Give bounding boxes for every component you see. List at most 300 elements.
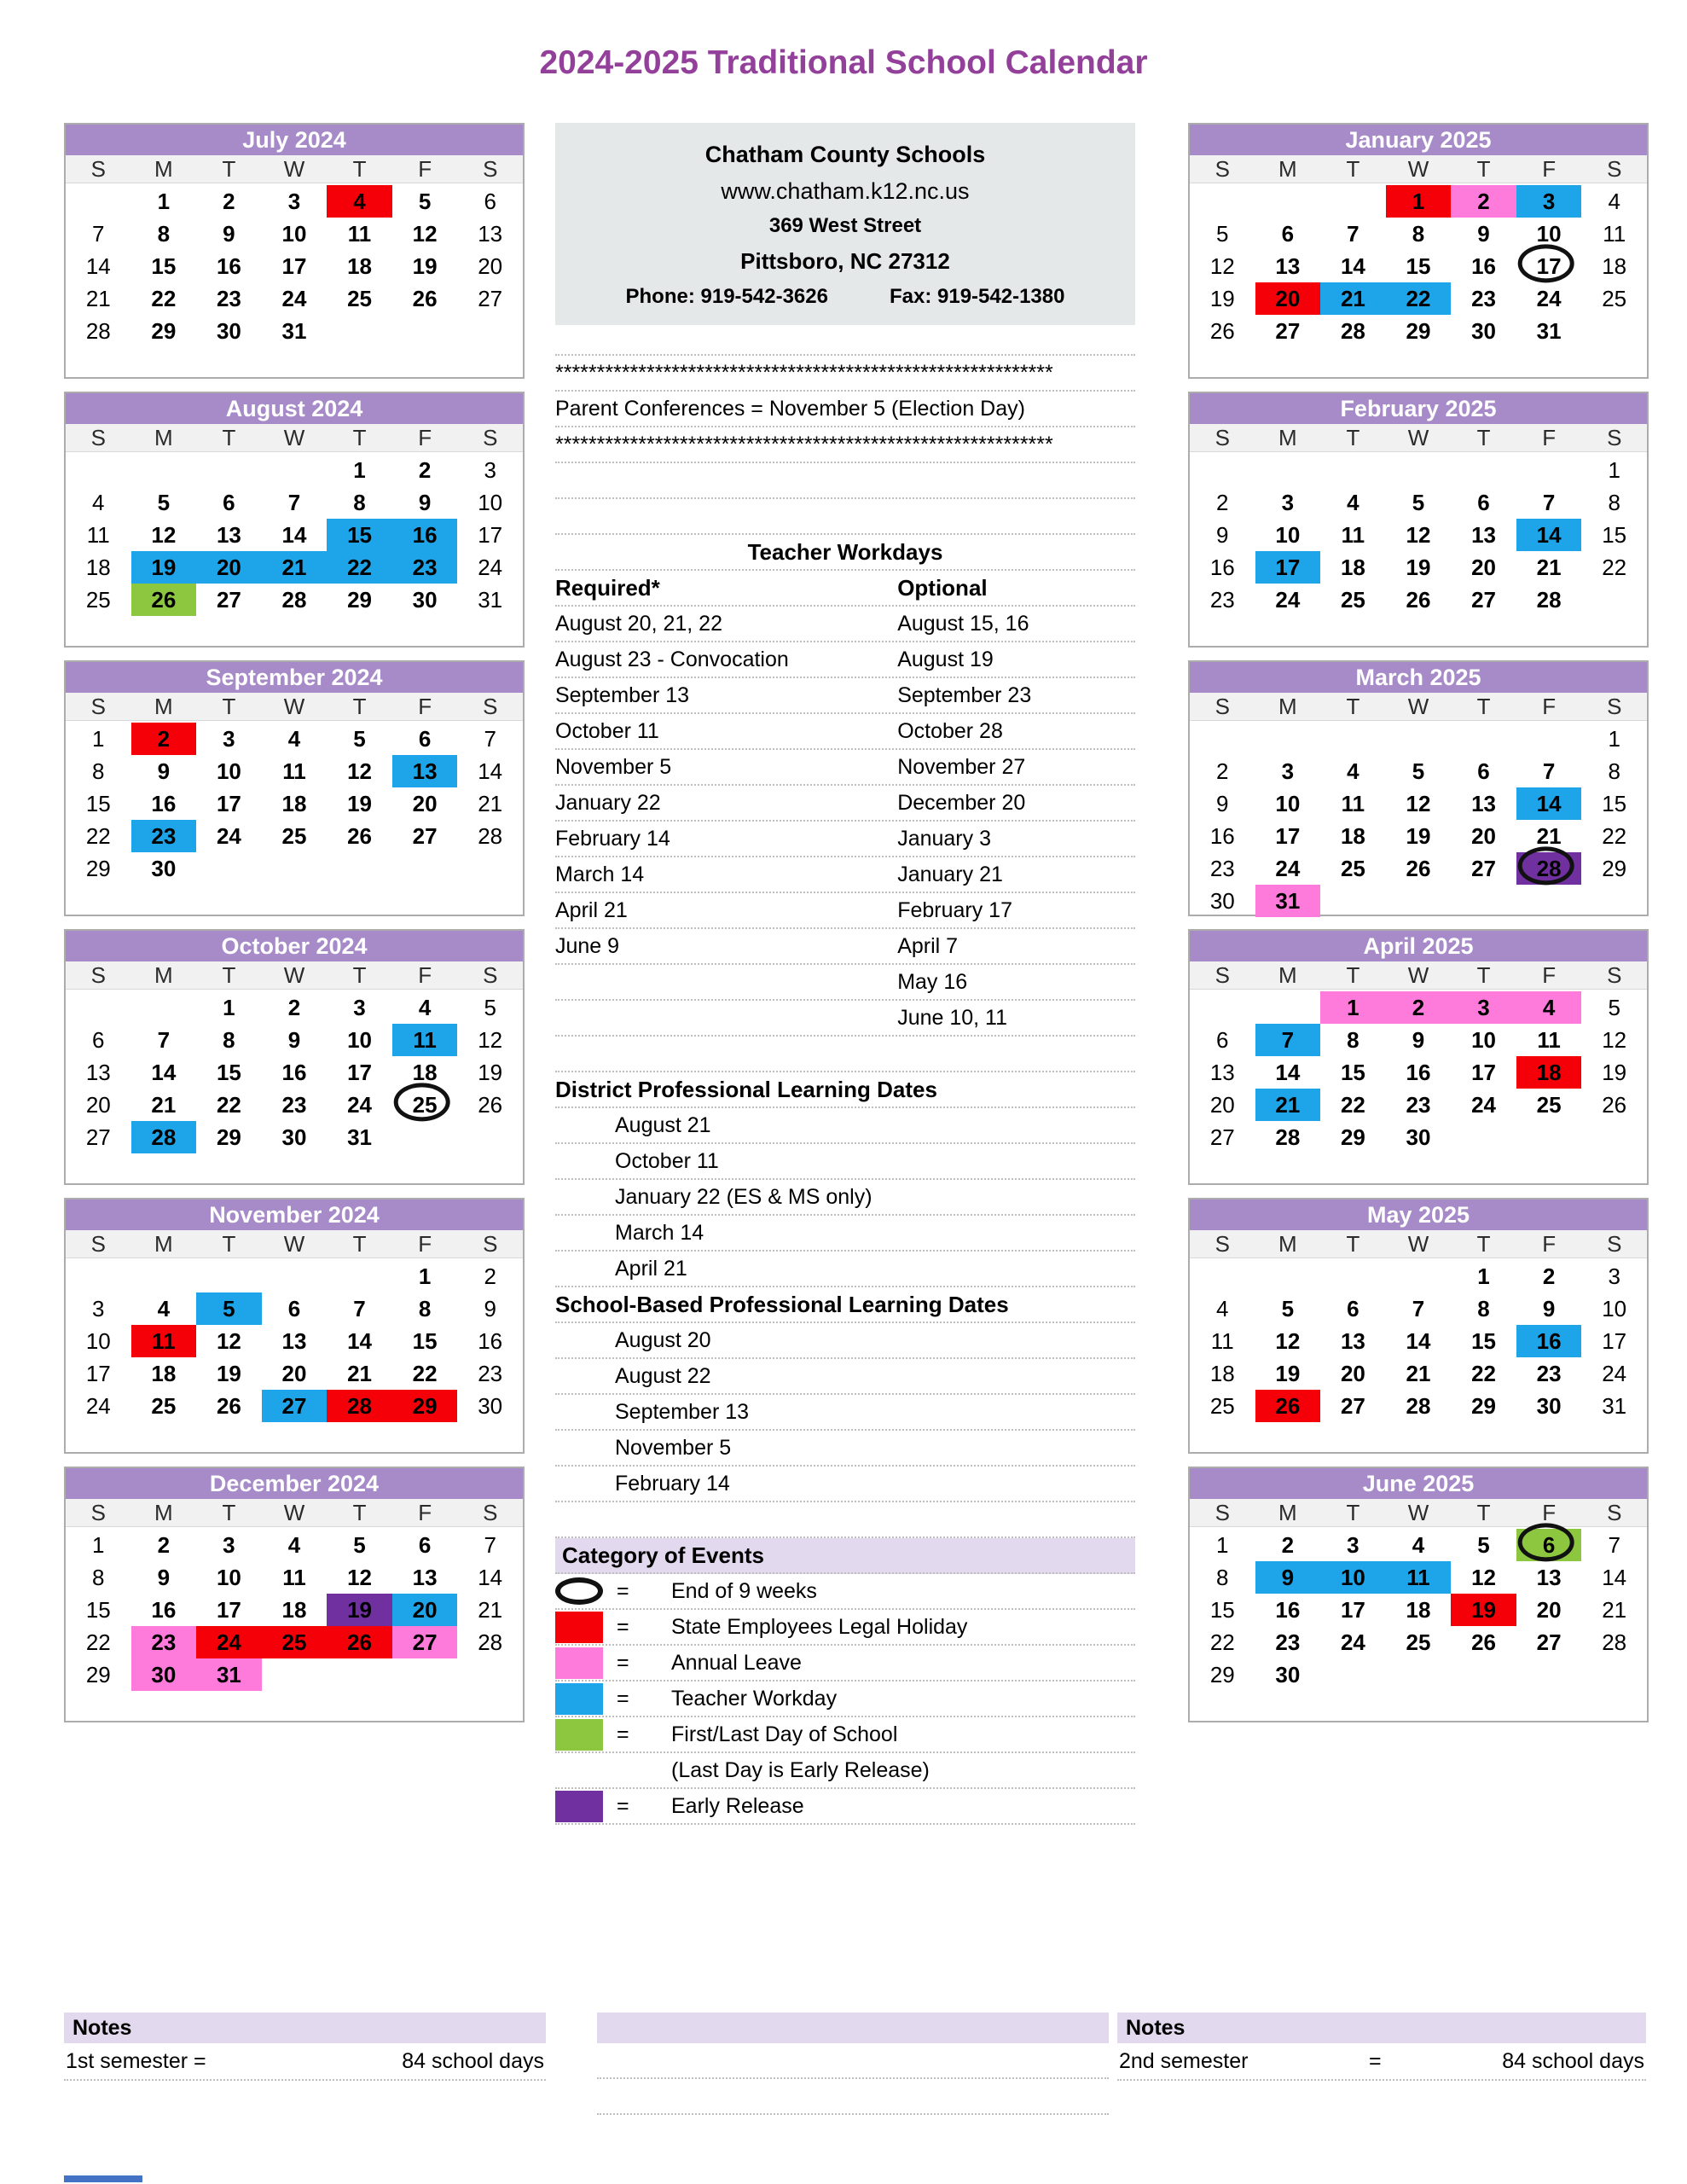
day-cell: 16 bbox=[151, 1596, 177, 1623]
day-cell: 30 bbox=[151, 855, 177, 881]
day-cell: 17 bbox=[1255, 551, 1321, 584]
month-grid bbox=[1190, 991, 1647, 1153]
day-cell bbox=[66, 454, 131, 486]
spacer-row bbox=[555, 1502, 1135, 1538]
end-of-9-weeks-circle bbox=[394, 1083, 450, 1121]
day-cell: 10 bbox=[1536, 220, 1562, 247]
day-cell: 4 bbox=[327, 185, 392, 218]
day-cell: 19 bbox=[1451, 1594, 1516, 1626]
day-cell bbox=[1581, 584, 1647, 616]
day-cell: 12 bbox=[347, 758, 372, 784]
week-row bbox=[1190, 454, 1647, 486]
day-cell: 16 bbox=[1275, 1596, 1301, 1623]
month-grid bbox=[66, 185, 523, 347]
weekday-header: T bbox=[352, 425, 367, 450]
day-cell: 10 bbox=[1471, 1026, 1496, 1053]
district-pl-title: District Professional Learning Dates bbox=[555, 1072, 1135, 1108]
day-cell bbox=[1190, 185, 1255, 218]
day-cell: 9 bbox=[1216, 790, 1229, 816]
school-pl-list bbox=[555, 1323, 1135, 1502]
district-pl-list bbox=[555, 1108, 1135, 1287]
day-cell: 6 bbox=[418, 1531, 432, 1558]
first-semester-label: 1st semester = bbox=[66, 2049, 206, 2073]
day-cell: 6 bbox=[1281, 220, 1295, 247]
day-cell: 20 bbox=[412, 790, 438, 816]
month-october-2024 bbox=[64, 929, 525, 1185]
weekday-header-row bbox=[66, 424, 523, 452]
day-cell: 4 bbox=[157, 1295, 171, 1321]
weekday-header: M bbox=[154, 156, 173, 182]
weekday-header: S bbox=[1215, 1231, 1230, 1257]
second-semester-equals: = bbox=[1369, 2049, 1382, 2073]
day-cell: 24 bbox=[478, 554, 503, 580]
week-row bbox=[1190, 1260, 1647, 1292]
required-date bbox=[555, 1001, 897, 1035]
day-cell: 27 bbox=[1340, 1392, 1365, 1419]
center-bar-header bbox=[597, 2013, 1109, 2043]
legend-item bbox=[555, 1646, 1135, 1682]
day-cell bbox=[1581, 1121, 1647, 1153]
optional-date: August 15, 16 bbox=[897, 612, 1029, 636]
day-cell: 14 bbox=[1516, 519, 1582, 551]
month-title: April 2025 bbox=[1190, 931, 1647, 961]
weekday-header-row bbox=[66, 155, 523, 183]
day-cell: 11 bbox=[282, 758, 306, 784]
pl-date-row: August 22 bbox=[555, 1359, 1135, 1395]
weekday-header: S bbox=[90, 962, 106, 988]
day-cell: 30 bbox=[281, 1124, 307, 1150]
month-title: August 2024 bbox=[66, 393, 523, 424]
day-cell: 24 bbox=[1536, 285, 1562, 311]
day-cell: 28 bbox=[1516, 852, 1582, 885]
day-cell: 8 bbox=[353, 489, 366, 515]
second-semester-label: 2nd semester bbox=[1119, 2049, 1249, 2073]
day-cell: 14 bbox=[478, 1564, 503, 1590]
early-swatch bbox=[555, 1791, 603, 1822]
day-cell: 14 bbox=[1602, 1564, 1627, 1590]
required-date: April 21 bbox=[555, 898, 628, 922]
day-cell: 7 bbox=[484, 1531, 496, 1558]
day-cell: 31 bbox=[1255, 885, 1321, 917]
weekday-header: T bbox=[1346, 1231, 1360, 1257]
day-cell: 23 bbox=[1209, 586, 1235, 613]
teacher-workday-row bbox=[555, 714, 1135, 750]
day-cell: 25 bbox=[1340, 586, 1365, 613]
day-cell: 8 bbox=[418, 1295, 432, 1321]
week-row bbox=[1190, 755, 1647, 787]
day-cell: 24 bbox=[347, 1091, 372, 1118]
day-cell: 23 bbox=[1471, 285, 1496, 311]
day-cell: 16 bbox=[1209, 554, 1235, 580]
teacher-workday-row bbox=[555, 1001, 1135, 1037]
week-row bbox=[66, 1529, 523, 1561]
day-cell: 24 bbox=[1340, 1629, 1365, 1655]
day-cell bbox=[1581, 315, 1647, 347]
day-cell: 10 bbox=[1275, 521, 1301, 548]
day-cell: 24 bbox=[1275, 586, 1301, 613]
day-cell bbox=[196, 454, 262, 486]
legend-label: Annual Leave bbox=[671, 1651, 802, 1675]
day-cell: 18 bbox=[85, 554, 111, 580]
week-row bbox=[1190, 1658, 1647, 1691]
spacer-row bbox=[555, 325, 1135, 356]
legend-equals: = bbox=[617, 1722, 629, 1746]
day-cell bbox=[1190, 723, 1255, 755]
day-cell: 28 bbox=[1275, 1124, 1301, 1150]
legend-item bbox=[555, 1574, 1135, 1610]
day-cell: 29 bbox=[1471, 1392, 1496, 1419]
school-phone: Phone: 919-542-3626 bbox=[625, 285, 828, 308]
day-cell: 10 bbox=[216, 1564, 241, 1590]
day-cell: 22 bbox=[1471, 1360, 1496, 1386]
day-cell bbox=[327, 1658, 392, 1691]
day-cell: 13 bbox=[85, 1059, 111, 1085]
weekday-header-row bbox=[66, 1230, 523, 1258]
day-cell: 12 bbox=[1602, 1026, 1627, 1053]
weekday-header: T bbox=[222, 156, 236, 182]
day-cell: 12 bbox=[347, 1564, 372, 1590]
week-row bbox=[66, 1626, 523, 1658]
day-cell bbox=[1255, 723, 1321, 755]
day-cell: 23 bbox=[281, 1091, 307, 1118]
week-row bbox=[66, 820, 523, 852]
weekday-header: F bbox=[1542, 425, 1557, 450]
day-cell: 19 bbox=[412, 253, 438, 279]
notes-right-row bbox=[1117, 2043, 1646, 2081]
weekday-header: M bbox=[1278, 425, 1297, 450]
day-cell: 19 bbox=[327, 1594, 392, 1626]
day-cell: 25 bbox=[1602, 285, 1627, 311]
day-cell: 6 bbox=[92, 1026, 105, 1053]
day-cell: 8 bbox=[92, 758, 105, 784]
weekday-header: M bbox=[1278, 1231, 1297, 1257]
weekday-header: S bbox=[1215, 156, 1230, 182]
optional-date: October 28 bbox=[897, 719, 1003, 743]
day-cell bbox=[1190, 454, 1255, 486]
weekday-header: W bbox=[1407, 694, 1429, 719]
legend-title: Category of Events bbox=[555, 1538, 1135, 1574]
day-cell bbox=[1386, 454, 1452, 486]
day-cell bbox=[262, 1658, 328, 1691]
day-cell: 31 bbox=[281, 317, 307, 344]
day-cell bbox=[1581, 885, 1647, 917]
day-cell: 27 bbox=[1536, 1629, 1562, 1655]
day-cell: 28 bbox=[1340, 317, 1365, 344]
weekday-header-row bbox=[1190, 693, 1647, 721]
weekday-header: W bbox=[1407, 1500, 1429, 1525]
required-date: January 22 bbox=[555, 791, 661, 815]
pl-date-row: August 20 bbox=[555, 1323, 1135, 1359]
day-cell: 8 bbox=[1216, 1564, 1229, 1590]
week-row bbox=[66, 991, 523, 1024]
day-cell: 29 bbox=[85, 1661, 111, 1687]
week-row bbox=[66, 584, 523, 616]
workday-swatch bbox=[555, 1683, 603, 1715]
day-cell: 26 bbox=[1406, 586, 1431, 613]
day-cell: 15 bbox=[216, 1059, 241, 1085]
day-cell: 12 bbox=[478, 1026, 503, 1053]
day-cell: 16 bbox=[216, 253, 241, 279]
day-cell: 13 bbox=[1275, 253, 1301, 279]
weekday-header: W bbox=[283, 694, 305, 719]
weekday-header: W bbox=[1407, 156, 1429, 182]
day-cell: 4 bbox=[287, 1531, 301, 1558]
weekday-header: S bbox=[1215, 1500, 1230, 1525]
day-cell: 30 bbox=[1536, 1392, 1562, 1419]
day-cell: 21 bbox=[478, 1596, 503, 1623]
week-row bbox=[66, 1561, 523, 1594]
week-row bbox=[1190, 1561, 1647, 1594]
day-cell: 19 bbox=[131, 551, 197, 584]
day-cell: 11 bbox=[282, 1564, 306, 1590]
day-cell: 3 bbox=[1347, 1531, 1359, 1558]
weekday-header: M bbox=[154, 425, 173, 450]
day-cell: 9 bbox=[418, 489, 432, 515]
weekday-header-row bbox=[1190, 961, 1647, 990]
spacer-row bbox=[597, 2079, 1109, 2115]
day-cell: 10 bbox=[1275, 790, 1301, 816]
day-cell: 28 bbox=[1602, 1629, 1627, 1655]
weekday-header: M bbox=[154, 694, 173, 719]
left-month-column bbox=[64, 123, 525, 1735]
weekday-header: T bbox=[1476, 962, 1491, 988]
asterisk-row: ************************************************************ bbox=[555, 356, 1135, 392]
weekday-header: T bbox=[352, 694, 367, 719]
teacher-workday-row bbox=[555, 642, 1135, 678]
day-cell bbox=[1255, 1260, 1321, 1292]
day-cell: 19 bbox=[347, 790, 372, 816]
day-cell: 17 bbox=[85, 1360, 111, 1386]
day-cell bbox=[457, 1121, 523, 1153]
end-of-9-weeks-circle bbox=[1518, 244, 1574, 282]
week-row bbox=[1190, 820, 1647, 852]
day-cell: 25 bbox=[85, 586, 111, 613]
day-cell: 13 bbox=[1471, 790, 1496, 816]
weekday-header: S bbox=[1607, 962, 1622, 988]
day-cell: 23 bbox=[131, 820, 197, 852]
day-cell: 26 bbox=[131, 584, 197, 616]
month-grid bbox=[66, 1529, 523, 1691]
day-cell: 17 bbox=[1471, 1059, 1496, 1085]
day-cell: 3 bbox=[223, 725, 235, 752]
day-cell: 20 bbox=[478, 253, 503, 279]
day-cell: 17 bbox=[1516, 250, 1582, 282]
day-cell: 16 bbox=[478, 1327, 503, 1354]
day-cell: 1 bbox=[1477, 1263, 1490, 1289]
month-january-2025 bbox=[1188, 123, 1649, 379]
day-cell: 12 bbox=[216, 1327, 241, 1354]
day-cell: 15 bbox=[1471, 1327, 1496, 1354]
day-cell: 15 bbox=[1209, 1596, 1235, 1623]
weekday-header: M bbox=[154, 1231, 173, 1257]
optional-date: November 27 bbox=[897, 755, 1026, 779]
day-cell: 2 bbox=[1216, 489, 1229, 515]
weekday-header: S bbox=[483, 156, 498, 182]
day-cell: 11 bbox=[1603, 220, 1626, 247]
asterisk-row: ************************************************************ bbox=[555, 427, 1135, 463]
week-row bbox=[1190, 1390, 1647, 1422]
weekday-header: T bbox=[1346, 156, 1360, 182]
weekday-header: F bbox=[418, 425, 432, 450]
day-cell: 22 bbox=[85, 1629, 111, 1655]
day-cell: 26 bbox=[327, 1626, 392, 1658]
day-cell: 13 bbox=[478, 220, 503, 247]
day-cell: 8 bbox=[1608, 758, 1620, 784]
weekday-header: S bbox=[90, 1231, 106, 1257]
teacher-workday-row bbox=[555, 678, 1135, 714]
day-cell: 2 bbox=[287, 994, 301, 1020]
page-title: 2024-2025 Traditional School Calendar bbox=[539, 44, 1148, 81]
month-grid bbox=[66, 723, 523, 885]
day-cell: 9 bbox=[1542, 1295, 1556, 1321]
day-cell: 27 bbox=[1471, 586, 1496, 613]
day-cell: 15 bbox=[85, 790, 111, 816]
month-grid bbox=[66, 454, 523, 616]
day-cell: 23 bbox=[1209, 855, 1235, 881]
day-cell: 17 bbox=[1275, 822, 1301, 849]
day-cell: 21 bbox=[1536, 822, 1562, 849]
weekday-header: W bbox=[283, 1231, 305, 1257]
day-cell bbox=[1451, 1658, 1516, 1691]
day-cell: 24 bbox=[216, 822, 241, 849]
day-cell: 23 bbox=[1275, 1629, 1301, 1655]
day-cell: 1 bbox=[418, 1263, 432, 1289]
day-cell: 11 bbox=[1537, 1026, 1561, 1053]
day-cell: 14 bbox=[281, 521, 307, 548]
weekday-header: S bbox=[483, 694, 498, 719]
day-cell: 6 bbox=[1216, 1026, 1229, 1053]
day-cell: 8 bbox=[223, 1026, 235, 1053]
optional-date: June 10, 11 bbox=[897, 1006, 1007, 1030]
month-grid bbox=[1190, 1260, 1647, 1422]
day-cell: 7 bbox=[353, 1295, 366, 1321]
day-cell: 12 bbox=[1471, 1564, 1496, 1590]
weekday-header: T bbox=[1476, 1500, 1491, 1525]
day-cell: 13 bbox=[1340, 1327, 1365, 1354]
day-cell: 13 bbox=[392, 755, 458, 787]
day-cell: 16 bbox=[1516, 1325, 1582, 1357]
required-date bbox=[555, 965, 897, 999]
weekday-header: T bbox=[222, 1231, 236, 1257]
day-cell: 30 bbox=[478, 1392, 503, 1419]
day-cell: 21 bbox=[1536, 554, 1562, 580]
week-row bbox=[66, 1325, 523, 1357]
day-cell: 11 bbox=[1341, 790, 1365, 816]
week-row bbox=[1190, 1594, 1647, 1626]
required-date: June 9 bbox=[555, 934, 620, 958]
week-row bbox=[66, 1658, 523, 1691]
day-cell bbox=[262, 1260, 328, 1292]
day-cell: 7 bbox=[1608, 1531, 1620, 1558]
day-cell: 17 bbox=[216, 790, 241, 816]
day-cell: 20 bbox=[1209, 1091, 1235, 1118]
day-cell: 3 bbox=[1608, 1263, 1620, 1289]
day-cell: 24 bbox=[1275, 855, 1301, 881]
optional-date: September 23 bbox=[897, 683, 1032, 707]
day-cell: 1 bbox=[223, 994, 235, 1020]
day-cell: 24 bbox=[85, 1392, 111, 1419]
day-cell: 7 bbox=[92, 220, 105, 247]
day-cell: 8 bbox=[1412, 220, 1425, 247]
day-cell: 20 bbox=[196, 551, 262, 584]
pl-date-row: November 5 bbox=[555, 1431, 1135, 1467]
day-cell: 29 bbox=[151, 317, 177, 344]
day-cell bbox=[327, 315, 392, 347]
week-row bbox=[1190, 991, 1647, 1024]
day-cell: 8 bbox=[92, 1564, 105, 1590]
month-title: February 2025 bbox=[1190, 393, 1647, 424]
day-cell bbox=[1451, 1121, 1516, 1153]
day-cell: 2 bbox=[1281, 1531, 1295, 1558]
day-cell bbox=[327, 852, 392, 885]
day-cell: 13 bbox=[1471, 521, 1496, 548]
day-cell: 27 bbox=[1275, 317, 1301, 344]
weekday-header: M bbox=[154, 1500, 173, 1525]
day-cell bbox=[392, 852, 458, 885]
day-cell: 10 bbox=[347, 1026, 372, 1053]
weekday-header: T bbox=[1476, 425, 1491, 450]
day-cell: 14 bbox=[1516, 787, 1582, 820]
day-cell: 31 bbox=[196, 1658, 262, 1691]
day-cell: 20 bbox=[1471, 554, 1496, 580]
month-title: October 2024 bbox=[66, 931, 523, 961]
day-cell: 30 bbox=[1209, 887, 1235, 914]
second-semester-value: 84 school days bbox=[1502, 2049, 1644, 2073]
day-cell bbox=[1386, 1260, 1452, 1292]
day-cell: 27 bbox=[1471, 855, 1496, 881]
holiday-swatch bbox=[555, 1612, 603, 1643]
week-row bbox=[66, 852, 523, 885]
day-cell: 28 bbox=[478, 1629, 503, 1655]
day-cell: 28 bbox=[478, 822, 503, 849]
weekday-header: F bbox=[1542, 962, 1557, 988]
week-row bbox=[1190, 852, 1647, 885]
weekday-header: F bbox=[418, 1500, 432, 1525]
teacher-workday-row bbox=[555, 893, 1135, 929]
weekday-header: T bbox=[1346, 962, 1360, 988]
week-row bbox=[66, 1056, 523, 1089]
day-cell: 3 bbox=[1281, 489, 1295, 515]
legend-label: First/Last Day of School bbox=[671, 1722, 898, 1746]
week-row bbox=[66, 1357, 523, 1390]
month-title: March 2025 bbox=[1190, 662, 1647, 693]
month-grid bbox=[66, 991, 523, 1153]
required-date: August 23 - Convocation bbox=[555, 648, 789, 671]
weekday-header: W bbox=[1407, 962, 1429, 988]
day-cell: 30 bbox=[1471, 317, 1496, 344]
day-cell: 2 bbox=[223, 188, 235, 214]
day-cell: 20 bbox=[1255, 282, 1321, 315]
day-cell: 14 bbox=[1340, 253, 1365, 279]
optional-date: May 16 bbox=[897, 970, 968, 994]
day-cell: 16 bbox=[392, 519, 458, 551]
day-cell bbox=[1320, 885, 1386, 917]
day-cell: 5 bbox=[1216, 220, 1229, 247]
day-cell: 10 bbox=[1320, 1561, 1386, 1594]
day-cell: 18 bbox=[1516, 1056, 1582, 1089]
day-cell: 30 bbox=[412, 586, 438, 613]
weekday-header: W bbox=[1407, 1231, 1429, 1257]
day-cell: 11 bbox=[392, 1024, 458, 1056]
notes-center-bar bbox=[597, 2013, 1109, 2115]
weekday-header: S bbox=[1215, 425, 1230, 450]
month-february-2025 bbox=[1188, 392, 1649, 648]
day-cell: 15 bbox=[151, 253, 177, 279]
weekday-header: F bbox=[1542, 694, 1557, 719]
day-cell bbox=[1516, 723, 1582, 755]
day-cell: 2 bbox=[157, 1531, 171, 1558]
day-cell: 2 bbox=[418, 456, 432, 483]
